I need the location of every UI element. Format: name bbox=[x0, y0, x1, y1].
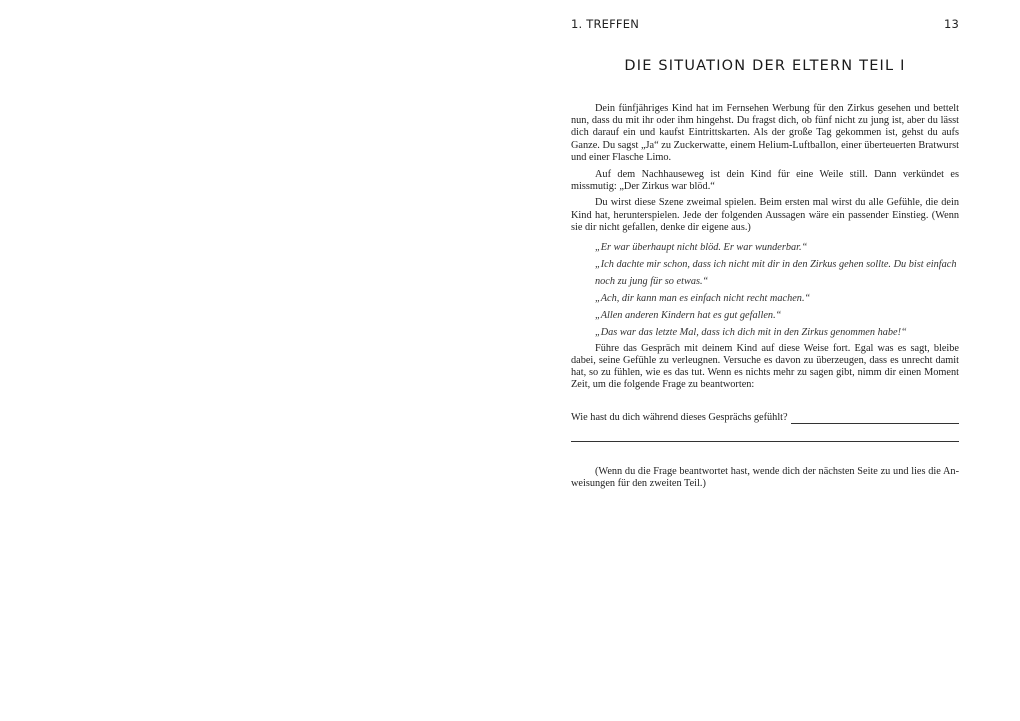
paragraph-intro: Dein fünfjähriges Kind hat im Fernsehen Werbung für den Zirkus gesehen und bettelt nun, dass du mit ihr oder ihm hingehst. Du fragst dich, ob fünf nicht zu jung ist, aber du lässt dich darauf ein und kaufst Eintrittskarten. Als der große Tag gekommen ist, gehst du aufs Ganze. Du sagst „Ja“ zu Zuckerwatte, einem Helium-Luftballon, einer überteuerten Bratwurst und einer Flasche Limo. bbox=[571, 103, 959, 163]
section-title: DIE SITUATION DER ELTERN TEIL I bbox=[624, 58, 906, 74]
statement-5: „Das war das letzte Mal, dass ich dich mit in den Zirkus genommen habe!“ bbox=[595, 326, 907, 338]
paragraph-continue: Führe das Gespräch mit deinem Kind auf diese Weise fort. Egal was es sagt, bleibe dabei, seine Gefühle zu verleugnen. Versuche es davon zu überzeugen, dass es unrecht damit hat, so zu fühlen, wie es das tut. Wenn es nichts mehr zu sagen gibt, nimm dir einen Moment Zeit, um die folgende Frage zu beantworten: bbox=[571, 342, 959, 391]
paragraph-way-home: Auf dem Nachhauseweg ist dein Kind für eine Weile still. Dann verkündet es missmutig: „Der Zirkus war blöd.“ bbox=[571, 168, 959, 192]
paragraph-note: (Wenn du die Frage beantwortet hast, wende dich der nächsten Seite zu und lies die Anweisungen für den zweiten Teil.) bbox=[571, 465, 959, 489]
statement-4: „Allen anderen Kindern hat es gut gefallen.“ bbox=[595, 309, 782, 321]
answer-blank-line-2[interactable] bbox=[571, 441, 959, 442]
example-statements bbox=[571, 239, 959, 341]
question-text: Wie hast du dich während dieses Gesprächs gefühlt? bbox=[571, 412, 788, 424]
chapter-title: 1. TREFFEN bbox=[571, 17, 640, 31]
paragraph-instructions: Du wirst diese Szene zweimal spielen. Beim ersten mal wirst du alle Gefühle, die dein Kind hat, herunterspielen. Jede der folgenden Aussagen wäre ein passender Einstieg. (Wenn sie dir nicht gefallen, denke dir eigene aus.) bbox=[571, 197, 959, 233]
statement-1: „Er war überhaupt nicht blöd. Er war wunderbar.“ bbox=[595, 241, 808, 253]
page-number: 13 bbox=[943, 17, 959, 31]
question-row bbox=[571, 412, 959, 424]
answer-blank-line[interactable] bbox=[791, 413, 959, 424]
statement-3: „Ach, dir kann man es einfach nicht recht machen.“ bbox=[595, 292, 811, 304]
body-text bbox=[571, 103, 959, 494]
running-header bbox=[571, 17, 959, 33]
statement-2: „Ich dachte mir schon, dass ich nicht mit dir in den Zirkus gehen sollte. Du bist einfach noch zu jung für so etwas.“ bbox=[595, 258, 957, 287]
